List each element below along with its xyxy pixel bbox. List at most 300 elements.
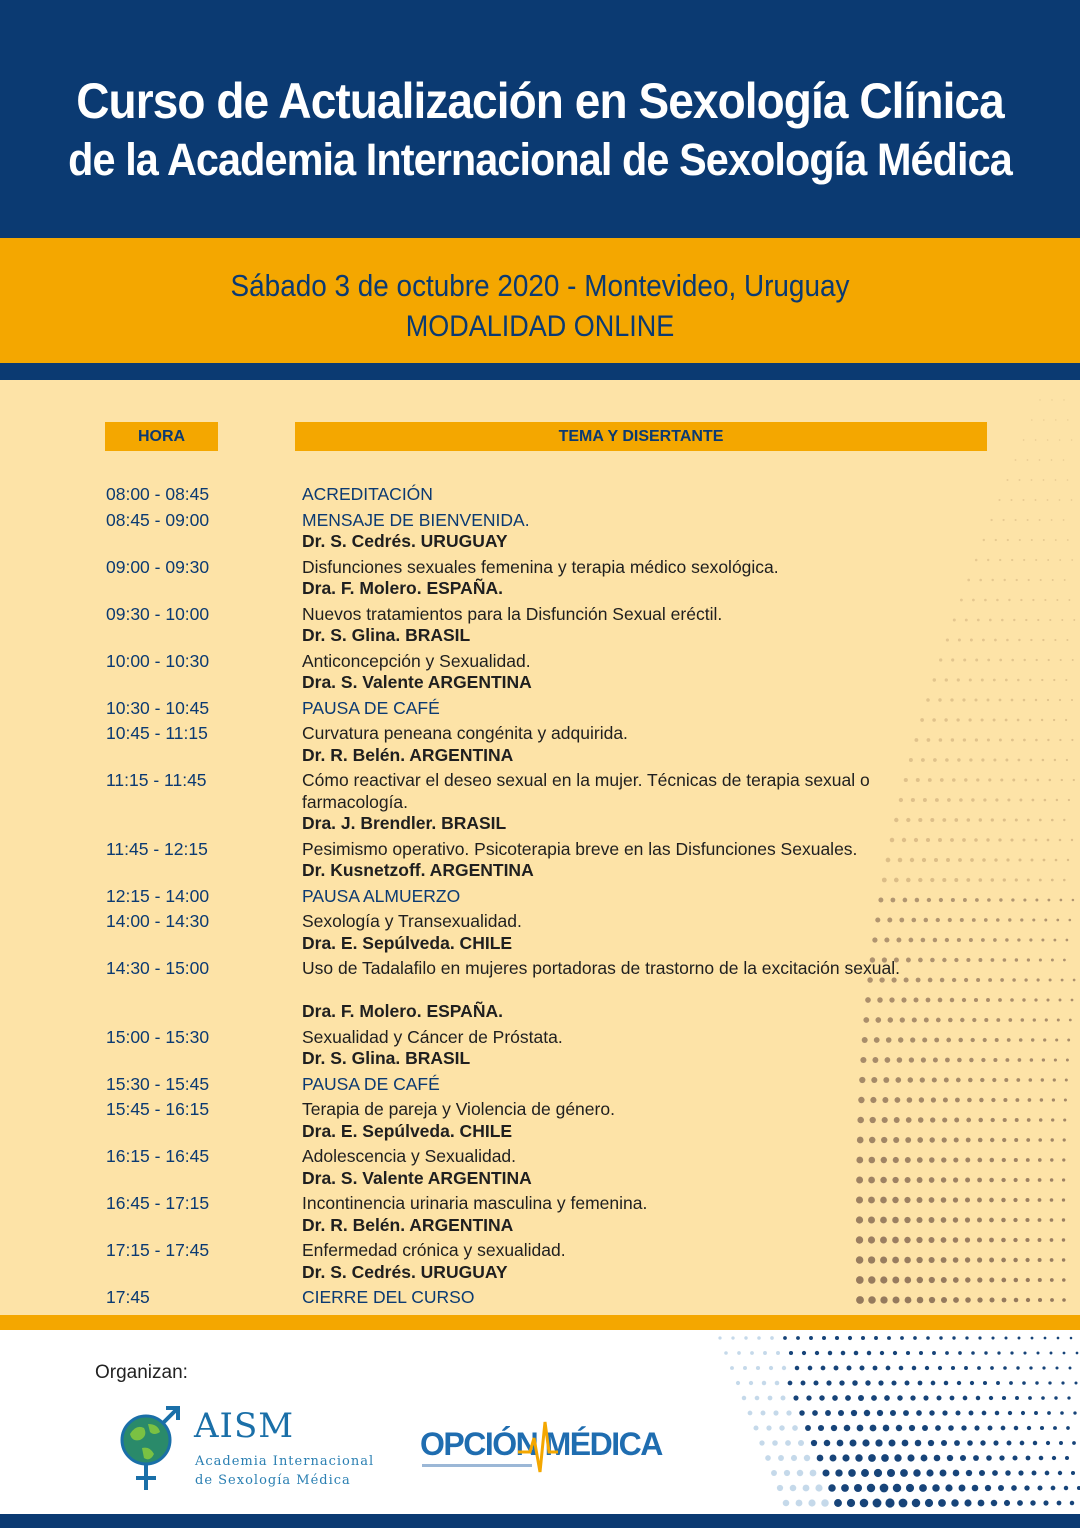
decor-dot [1025,1238,1029,1242]
decor-dot [1051,399,1052,400]
decor-dot [922,858,926,862]
decor-dot [969,758,972,761]
decor-dot [1014,1178,1018,1182]
decor-dot [930,958,935,963]
decor-dot [1051,1486,1056,1491]
decor-dot [964,778,967,781]
column-header-tema: TEMA Y DISERTANTE [295,422,987,451]
agenda-section [0,380,1080,1315]
decor-dot [1063,519,1065,521]
decor-dot [915,898,920,903]
decor-dot [1004,579,1006,581]
decor-dot [1012,978,1016,982]
decor-dot [930,1117,935,1122]
decor-dot [989,1396,993,1400]
decor-dot [850,1440,857,1447]
decor-dot [1037,1485,1042,1490]
decor-dot [1011,1485,1017,1491]
decor-dot [1008,1411,1012,1415]
decor-dot [828,1484,835,1491]
decor-dot [997,1351,1000,1354]
decor-dot [966,1118,971,1123]
decor-dot [941,1217,947,1223]
decor-dot [1036,779,1039,782]
decor-dot [945,1351,949,1355]
decor-dot [962,838,966,842]
decor-dot [996,1018,1000,1022]
decor-dot [1066,759,1068,761]
decor-dot [970,639,973,642]
decor-dot [724,1351,728,1355]
decor-dot [933,938,937,942]
decor-dot [1072,659,1074,661]
decor-dot [1010,998,1014,1002]
decor-dot [1014,1426,1019,1431]
decor-dot [924,918,928,922]
decor-dot [1023,839,1026,842]
decor-dot [1026,1298,1030,1302]
decor-dot [851,1410,857,1416]
schedule-topic: Sexología y Transexualidad. [302,911,522,931]
decor-dot [964,1366,968,1370]
decor-dot [896,1425,902,1431]
decor-dot [926,698,930,702]
decor-dot [880,1217,887,1224]
decor-dot [863,1017,869,1023]
decor-dot [986,838,989,841]
decor-dot [993,758,996,761]
decor-dot [974,698,977,701]
schedule-topic: Uso de Tadalafilo en mujeres portadoras de trastorno de la excitación sexual. [302,958,900,978]
decor-dot [811,1440,817,1446]
decor-dot [951,738,954,741]
decor-dot [929,1410,934,1415]
schedule-topic: Sexualidad y Cáncer de Próstata. [302,1026,563,1047]
decor-dot [981,758,984,761]
decor-dot [1027,519,1029,521]
decor-dot [978,1500,985,1507]
decor-dot [1041,1078,1044,1081]
decor-dot [910,858,914,862]
decor-dot [1050,1178,1054,1182]
decor-dot [1001,619,1004,622]
schedule-speaker: Dra. F. Molero. ESPAÑA. [302,1001,503,1021]
decor-dot [1059,559,1061,561]
decor-dot [1067,479,1069,481]
decor-dot [884,1395,890,1401]
decor-dot [1031,1337,1034,1340]
decor-dot [965,1158,970,1163]
decor-dot [788,1381,793,1386]
decor-dot [842,1454,849,1461]
decor-dot [942,1410,947,1415]
decor-dot [865,1380,870,1385]
decor-dot [759,1440,764,1445]
decor-dot [888,1017,893,1022]
decor-dot [1001,1258,1006,1263]
decor-dot [934,858,938,862]
decor-dot [1023,898,1026,901]
decor-dot [992,1470,998,1476]
decor-dot [1014,1158,1018,1162]
decor-dot [965,1297,971,1303]
decor-dot [1018,1470,1023,1475]
decor-dot [981,1058,985,1062]
decor-dot [1071,439,1073,441]
decor-dot [1055,539,1057,541]
decor-dot [1003,818,1006,821]
decor-dot [996,918,1000,922]
decor-dot [847,1499,855,1507]
decor-dot [1066,1059,1069,1062]
decor-dot [1020,599,1022,601]
decor-dot [1067,419,1068,420]
decor-dot [1042,759,1045,762]
decor-dot [1063,819,1065,821]
schedule-topic: Pesimismo operativo. Psicoterapia breve en las Disfunciones Sexuales. [302,838,858,859]
decor-dot [1073,779,1075,781]
decor-dot [1051,519,1053,521]
decor-dot [1003,1366,1007,1370]
decor-dot [1043,419,1045,421]
decor-dot [982,858,986,862]
decor-dot [1030,639,1032,641]
schedule-time: 16:45 - 17:15 [106,1193,210,1213]
decor-dot [982,1411,987,1416]
decor-dot [1062,1158,1065,1161]
decor-dot [1039,399,1040,400]
decor-dot [918,958,923,963]
decor-dot [1021,1411,1025,1415]
decor-dot [718,1336,721,1339]
decor-dot [953,1177,958,1182]
decor-dot [1017,719,1020,722]
decor-dot [1031,1038,1034,1041]
decor-dot [919,1097,924,1102]
decor-dot [1067,1039,1070,1042]
decor-dot [1012,779,1015,782]
decor-dot [978,878,982,882]
decor-dot [771,1470,777,1476]
decor-dot [905,1177,911,1183]
decor-dot [977,1178,982,1183]
decor-dot [926,838,930,842]
decor-dot [996,599,999,602]
decor-dot [972,1018,976,1022]
decor-dot [867,1351,871,1355]
decor-dot [1047,439,1049,441]
decor-dot [1061,779,1063,781]
decor-dot [1038,1278,1042,1282]
decor-dot [1065,719,1067,721]
decor-dot [929,1297,935,1303]
schedule-speaker: Dra. E. Sepúlveda. CHILE [302,932,513,953]
decor-dot [1001,1426,1006,1431]
decor-dot [933,1058,938,1063]
decor-dot [934,1038,939,1043]
decor-dot [1035,1381,1038,1384]
decor-dot [1073,1411,1076,1414]
decor-dot [967,818,971,822]
decor-dot [966,1138,971,1143]
decor-dot [979,1098,983,1102]
decor-dot [1043,859,1046,862]
decor-dot [985,1485,991,1491]
course-title-line2: de la Academia Internacional de Sexología Médica [68,134,1012,185]
decor-dot [756,1366,760,1370]
decor-dot [1057,1337,1060,1340]
decor-dot [946,638,949,641]
decor-dot [993,1058,997,1062]
decor-dot [1056,599,1058,601]
decor-dot [1031,539,1033,541]
decor-dot [1016,1366,1019,1369]
decor-dot [1039,819,1042,822]
decor-dot [953,1237,959,1243]
decor-dot [894,878,899,883]
decor-dot [984,918,988,922]
decor-dot [1011,739,1014,742]
decor-dot [916,1257,922,1263]
decor-dot [1032,918,1035,921]
schedule-speaker: Dr. S. Glina. BRASIL [302,625,471,645]
decor-dot [964,1499,971,1506]
decor-dot [1062,1278,1066,1282]
decor-dot [1015,1396,1019,1400]
decor-dot [868,1276,875,1283]
decor-dot [914,998,919,1003]
decor-dot [905,1297,912,1304]
decor-dot [987,898,991,902]
decor-dot [1027,878,1030,881]
decor-dot [868,1217,875,1224]
decor-dot [1038,1158,1042,1162]
decor-dot [1006,639,1009,642]
schedule-topic: Curvatura peneana congénita y adquirida. [302,723,628,743]
decor-dot [860,1366,865,1371]
decor-dot [1013,619,1015,621]
decor-dot [914,838,918,842]
decor-dot [1060,659,1062,661]
decor-dot [1068,799,1070,801]
decor-dot [972,1485,979,1492]
decor-dot [1035,899,1038,902]
decor-dot [1032,799,1035,802]
decor-dot [906,1351,910,1355]
decor-dot [1003,958,1007,962]
decor-dot [821,1366,826,1371]
decor-dot [1005,938,1008,941]
decor-dot [1050,1158,1053,1161]
decor-dot [1036,1351,1039,1354]
schedule-speaker: Dr. S. Cedrés. URUGUAY [302,531,508,551]
decor-dot [1071,1471,1075,1475]
decor-dot [954,818,958,822]
decor-dot [892,1177,898,1183]
decor-dot [1026,1178,1030,1182]
decor-dot [1023,739,1026,742]
decor-dot [929,1177,935,1183]
decor-dot [950,998,954,1002]
decor-dot [990,1138,994,1142]
decor-dot [963,898,967,902]
decor-dot [1033,1441,1037,1445]
decor-dot [1003,878,1006,881]
decor-dot [945,938,949,942]
decor-dot [981,718,984,721]
decor-dot [906,818,910,822]
decor-dot [1062,1198,1065,1201]
decor-dot [1027,958,1030,961]
decor-dot [972,918,976,922]
decor-dot [1059,999,1062,1002]
decor-dot [846,1365,851,1370]
decor-dot [1004,1500,1010,1506]
decor-dot [881,1454,889,1462]
decor-dot [1061,979,1064,982]
decor-dot [969,1058,973,1062]
decor-dot [1043,1038,1046,1041]
decor-dot [1027,819,1030,822]
heartbeat-icon [518,1418,558,1480]
decor-dot [1016,579,1018,581]
decor-dot [979,1470,985,1476]
decor-dot [841,1484,849,1492]
decor-dot [941,1197,947,1203]
decor-dot [1041,719,1043,721]
decor-dot [1028,579,1030,581]
decor-dot [834,1366,839,1371]
decor-dot [920,1077,925,1082]
decor-dot [991,1336,994,1339]
decor-dot [1054,1058,1057,1061]
decor-dot [1013,1198,1017,1202]
decor-dot [1031,859,1034,862]
decor-dot [1052,579,1054,581]
decor-dot [954,1118,959,1123]
decor-dot [941,1177,946,1182]
opcion-medica-underline [422,1464,532,1467]
decor-dot [1032,599,1034,601]
decor-dot [906,878,911,883]
decor-dot [913,1336,917,1340]
decor-dot [1034,998,1037,1001]
decor-dot [886,1366,891,1371]
decor-dot [1059,1441,1063,1445]
decor-dot [1062,1258,1065,1261]
decor-dot [1005,759,1008,762]
decor-dot [963,658,966,661]
decor-dot [1006,858,1009,861]
decor-dot [957,1058,962,1063]
decor-dot [860,1499,869,1508]
decor-dot [1053,1078,1056,1081]
decor-dot [939,898,943,902]
decor-dot [975,659,978,662]
decor-dot [1047,559,1049,561]
decor-dot [880,1276,887,1283]
decor-dot [929,1197,935,1203]
decor-dot [986,1455,992,1461]
decor-dot [783,1336,787,1340]
decor-dot [990,519,992,521]
schedule-break-label: CIERRE DEL CURSO [302,1287,475,1307]
decor-dot [855,1454,862,1461]
decor-dot [893,1484,901,1492]
decor-dot [782,1366,786,1370]
decor-dot [795,1366,800,1371]
decor-dot [748,1411,753,1416]
decor-dot [1064,1486,1068,1490]
decor-dot [995,1038,999,1042]
decor-dot [974,1425,979,1430]
decor-dot [904,1237,910,1243]
decor-dot [952,978,956,982]
decor-dot [916,1410,922,1416]
decor-dot [1046,1441,1050,1445]
decor-dot [988,978,992,982]
decor-dot [737,1351,741,1355]
decor-dot [1023,559,1025,561]
decor-dot [1023,1351,1026,1354]
decor-dot [888,1439,895,1446]
decor-dot [762,1381,766,1385]
decor-dot [777,1485,783,1491]
schedule-break-label: MENSAJE DE BIENVENIDA. [302,509,530,530]
decor-dot [1041,679,1043,681]
decor-dot [987,699,990,702]
decor-dot [1065,679,1067,681]
decor-dot [944,1078,949,1083]
decor-dot [1047,699,1049,701]
schedule-time: 15:45 - 16:15 [106,1099,210,1119]
decor-dot [929,1237,935,1243]
decor-dot [1015,958,1018,961]
decor-dot [953,619,956,622]
decor-dot [966,1470,972,1476]
decor-dot [857,1425,864,1432]
decor-dot [1022,998,1025,1001]
decor-dot [906,1484,914,1492]
decor-dot [993,938,997,942]
decor-dot [971,1038,975,1042]
decor-dot [964,978,968,982]
schedule-speaker: Dra. F. Molero. ESPAÑA. [302,578,503,598]
decor-dot [987,559,989,561]
decor-dot [1011,559,1013,561]
decor-dot [942,958,946,962]
decor-dot [1013,1238,1017,1242]
decor-dot [875,1017,881,1023]
decor-dot [1007,1038,1011,1042]
decor-dot [1005,1058,1009,1062]
decor-dot [1038,1238,1042,1242]
schedule-time: 10:00 - 10:30 [106,650,210,671]
opcion-medica-name: OPCIÓN MÉDICA [420,1426,662,1462]
decor-dot [965,1217,970,1222]
decor-dot [953,1197,958,1202]
decor-dot [1014,1278,1019,1283]
decor-dot [1039,958,1042,961]
decor-dot [1005,1470,1011,1476]
decor-dot [1018,1337,1021,1340]
decor-dot [1059,739,1061,741]
decor-dot [922,1037,927,1042]
schedule-speaker: Dr. R. Belén. ARGENTINA [302,1214,514,1235]
decor-dot [975,559,978,562]
decor-dot [1029,1366,1032,1369]
decor-dot [948,1425,954,1431]
